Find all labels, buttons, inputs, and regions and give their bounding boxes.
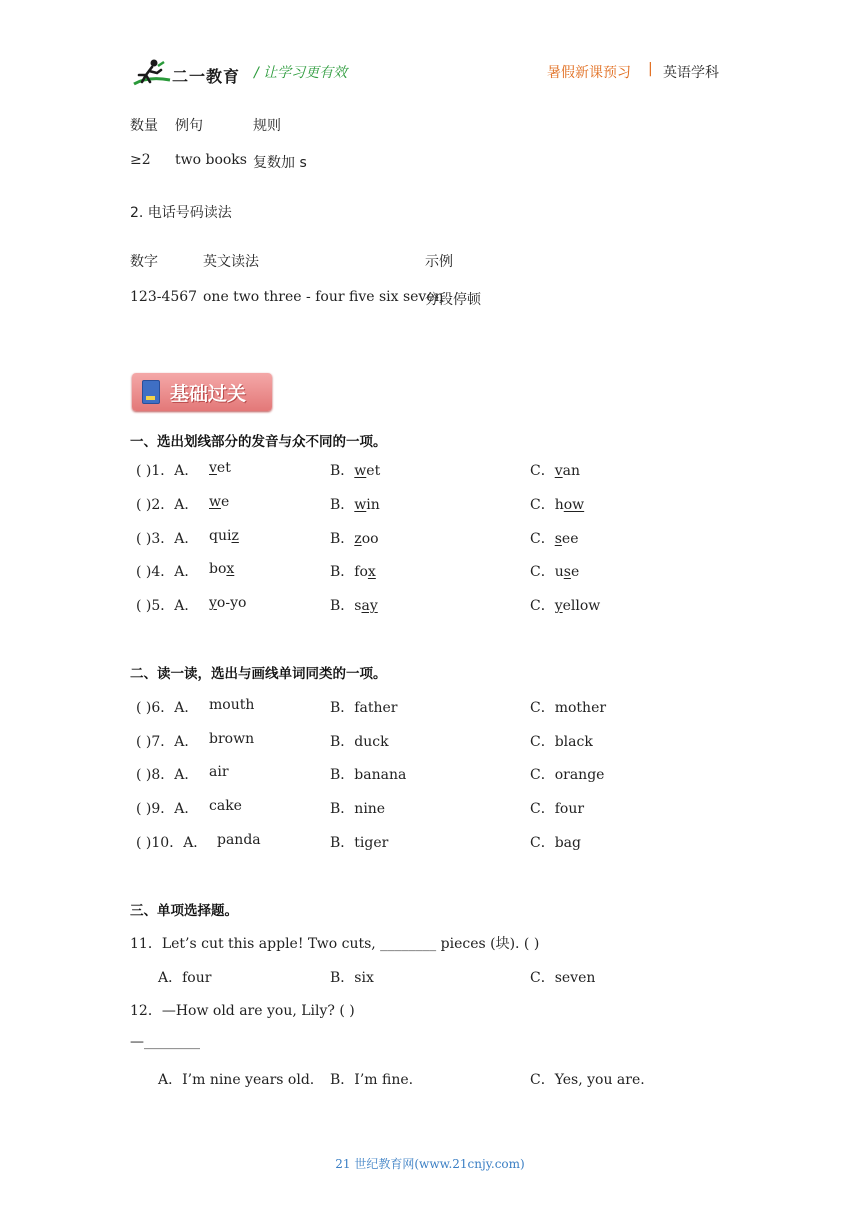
- option-b: [330, 561, 376, 581]
- question-number: ( )8．A．: [136, 767, 199, 783]
- question-number: ( )2．A．: [136, 497, 199, 513]
- word-part: in: [366, 497, 380, 513]
- word-part: oo: [361, 531, 379, 547]
- question-number: ( )4．A．: [136, 564, 199, 580]
- option-b: [330, 595, 378, 615]
- table1-cell-rule: 复数加 s: [253, 155, 307, 171]
- option-c-label: C．: [530, 734, 555, 750]
- question-11-stem: 11．Let’s cut this apple! Two cuts, ________ pieces (块). ( ): [130, 936, 540, 952]
- option-c: [530, 494, 584, 514]
- option-c-word: [555, 564, 580, 580]
- section3-title: 三、单项选择题。: [130, 903, 238, 919]
- option-a: [209, 494, 229, 510]
- underlined-part: y: [209, 595, 217, 611]
- option-b-word: father: [354, 700, 398, 716]
- word-part: et: [366, 463, 381, 479]
- underlined-part: z: [231, 528, 239, 544]
- option-b-label: B．: [330, 801, 355, 817]
- option-b: [330, 798, 385, 818]
- underlined-part: v: [554, 463, 563, 479]
- word-part: an: [562, 463, 581, 479]
- header-separator: |: [648, 61, 653, 77]
- option-b-label: B．: [330, 700, 355, 716]
- option-a-word: [209, 460, 231, 476]
- option-b-label: B．: [330, 734, 355, 750]
- option-c: [530, 731, 593, 751]
- option-b-label: B．: [330, 463, 355, 479]
- option-b: [330, 494, 380, 514]
- option-b: [330, 731, 389, 751]
- option-a: [209, 528, 239, 544]
- option-a: [209, 460, 231, 476]
- option-b-label: B．: [330, 497, 355, 513]
- option-b-word: tiger: [354, 835, 389, 851]
- question-number: ( )1．A．: [136, 463, 199, 479]
- question-number: ( )7．A．: [136, 734, 199, 750]
- word-part: u: [554, 564, 564, 580]
- option-a: [209, 595, 246, 611]
- option-b-word: [354, 598, 377, 614]
- word-part: e: [220, 494, 230, 510]
- option-c-word: four: [554, 801, 585, 817]
- question-12-option-b: B．I’m fine.: [330, 1072, 414, 1088]
- question-number: ( )10．A．: [136, 835, 208, 851]
- phone-cell-number: 123-4567: [130, 289, 198, 305]
- footer-source: 21 世纪教育网(www.21cnjy.com): [335, 1157, 525, 1171]
- question-number: ( )5．A．: [136, 598, 199, 614]
- option-c-word: [555, 598, 601, 614]
- question-12-answer-line: —________: [130, 1034, 200, 1050]
- phone-cell-reading: one two three - four five six seven: [203, 289, 444, 305]
- question-12-option-c: C．Yes, you are.: [530, 1072, 645, 1088]
- option-b-word: nine: [354, 801, 386, 817]
- option-a: mouth: [209, 697, 255, 713]
- option-c-label: C．: [530, 564, 555, 580]
- option-c-word: [555, 463, 580, 479]
- option-a-word: [209, 595, 246, 611]
- underlined-part: w: [354, 497, 367, 513]
- option-a-word: [209, 561, 234, 577]
- word-part: qui: [209, 528, 232, 544]
- option-b: [330, 697, 397, 717]
- phone-cell-example: 分段停顿: [425, 292, 481, 308]
- header-course: 暑假新课预习: [547, 65, 631, 81]
- question-number: ( )9．A．: [136, 801, 199, 817]
- section2-title: 二、读一读，选出与画线单词同类的一项。: [130, 666, 387, 682]
- option-b-label: B．: [330, 531, 355, 547]
- word-part: s: [354, 598, 362, 614]
- phone-heading: 2. 电话号码读法: [130, 205, 232, 221]
- option-b: [330, 832, 388, 852]
- table1-header-example: 例句: [175, 118, 203, 134]
- underlined-part: s: [563, 564, 571, 580]
- option-a: panda: [217, 832, 261, 848]
- option-a-word: [209, 494, 229, 510]
- underlined-part: y: [554, 598, 563, 614]
- option-b-word: [354, 497, 379, 513]
- logo: [130, 58, 242, 88]
- word-part: fo: [354, 564, 368, 580]
- underlined-part: z: [354, 531, 362, 547]
- option-c-word: bag: [554, 835, 581, 851]
- option-a: cake: [209, 798, 242, 814]
- option-c: [530, 832, 581, 852]
- question-number: ( )6．A．: [136, 700, 199, 716]
- table1-header-quantity: 数量: [130, 118, 158, 134]
- question-11-option-b: B．six: [330, 970, 374, 986]
- table1-cell-quantity: ≥2: [130, 152, 151, 168]
- word-part: bo: [209, 561, 227, 577]
- option-c: [530, 798, 584, 818]
- option-c-label: C．: [530, 767, 555, 783]
- option-b: [330, 460, 380, 480]
- option-c: [530, 561, 579, 581]
- option-b-word: [354, 531, 378, 547]
- option-c-label: C．: [530, 700, 555, 716]
- option-c-word: [555, 531, 579, 547]
- question-12-stem: 12．—How old are you, Lily? ( ): [130, 1003, 355, 1019]
- word-part: ellow: [562, 598, 601, 614]
- word-part: e: [570, 564, 580, 580]
- option-a: air: [209, 764, 229, 780]
- option-a: brown: [209, 731, 255, 747]
- word-part: h: [554, 497, 564, 513]
- underlined-part: ow: [563, 497, 585, 513]
- option-c: [530, 595, 600, 615]
- underlined-part: w: [209, 494, 221, 510]
- table1-header-rule: 规则: [253, 118, 281, 134]
- question-11-option-a: A．four: [158, 970, 212, 986]
- section1-title: 一、选出划线部分的发音与众不同的一项。: [130, 434, 387, 450]
- book-icon: [142, 380, 160, 404]
- option-c-label: C．: [530, 801, 555, 817]
- option-b-word: banana: [354, 767, 407, 783]
- phone-header-example: 示例: [425, 254, 453, 270]
- option-b-label: B．: [330, 767, 355, 783]
- underlined-part: v: [209, 460, 217, 476]
- option-c-word: black: [554, 734, 593, 750]
- header-subject: 英语学科: [663, 65, 719, 81]
- question-11-option-c: C．seven: [530, 970, 596, 986]
- option-a-word: [209, 528, 239, 544]
- word-part: et: [216, 460, 231, 476]
- underlined-part: s: [554, 531, 562, 547]
- option-b-label: B．: [330, 564, 355, 580]
- header-slogan: / 让学习更有效: [254, 65, 348, 81]
- option-c-label: C．: [530, 463, 555, 479]
- underlined-part: w: [354, 463, 367, 479]
- option-b-word: duck: [354, 734, 389, 750]
- underlined-part: x: [226, 561, 235, 577]
- question-12-option-a: A．I’m nine years old.: [158, 1072, 315, 1088]
- option-c: [530, 460, 580, 480]
- option-c-label: C．: [530, 835, 555, 851]
- option-c-word: mother: [554, 700, 607, 716]
- option-c-label: C．: [530, 598, 555, 614]
- option-c-word: orange: [554, 767, 605, 783]
- option-c: [530, 764, 604, 784]
- option-c: [530, 697, 606, 717]
- badge-text: 基础过关: [170, 383, 247, 405]
- underlined-part: x: [367, 564, 376, 580]
- option-b-label: B．: [330, 598, 355, 614]
- logo-text: 二一教育: [172, 67, 241, 86]
- option-c-word: [555, 497, 584, 513]
- option-b-word: [354, 564, 376, 580]
- phone-header-reading: 英文读法: [203, 254, 259, 270]
- option-b: [330, 764, 406, 784]
- option-b-label: B．: [330, 835, 355, 851]
- option-b-word: [354, 463, 380, 479]
- table1-cell-example: two books: [175, 152, 247, 168]
- option-a: [209, 561, 234, 577]
- section-badge: [132, 373, 272, 411]
- underlined-part: ay: [361, 598, 378, 614]
- option-b: [330, 528, 379, 548]
- phone-header-number: 数字: [130, 254, 158, 270]
- option-c: [530, 528, 578, 548]
- word-part: ee: [561, 531, 579, 547]
- option-c-label: C．: [530, 531, 555, 547]
- question-number: ( )3．A．: [136, 531, 199, 547]
- running-man-icon: [130, 58, 172, 88]
- word-part: o-yo: [216, 595, 247, 611]
- option-c-label: C．: [530, 497, 555, 513]
